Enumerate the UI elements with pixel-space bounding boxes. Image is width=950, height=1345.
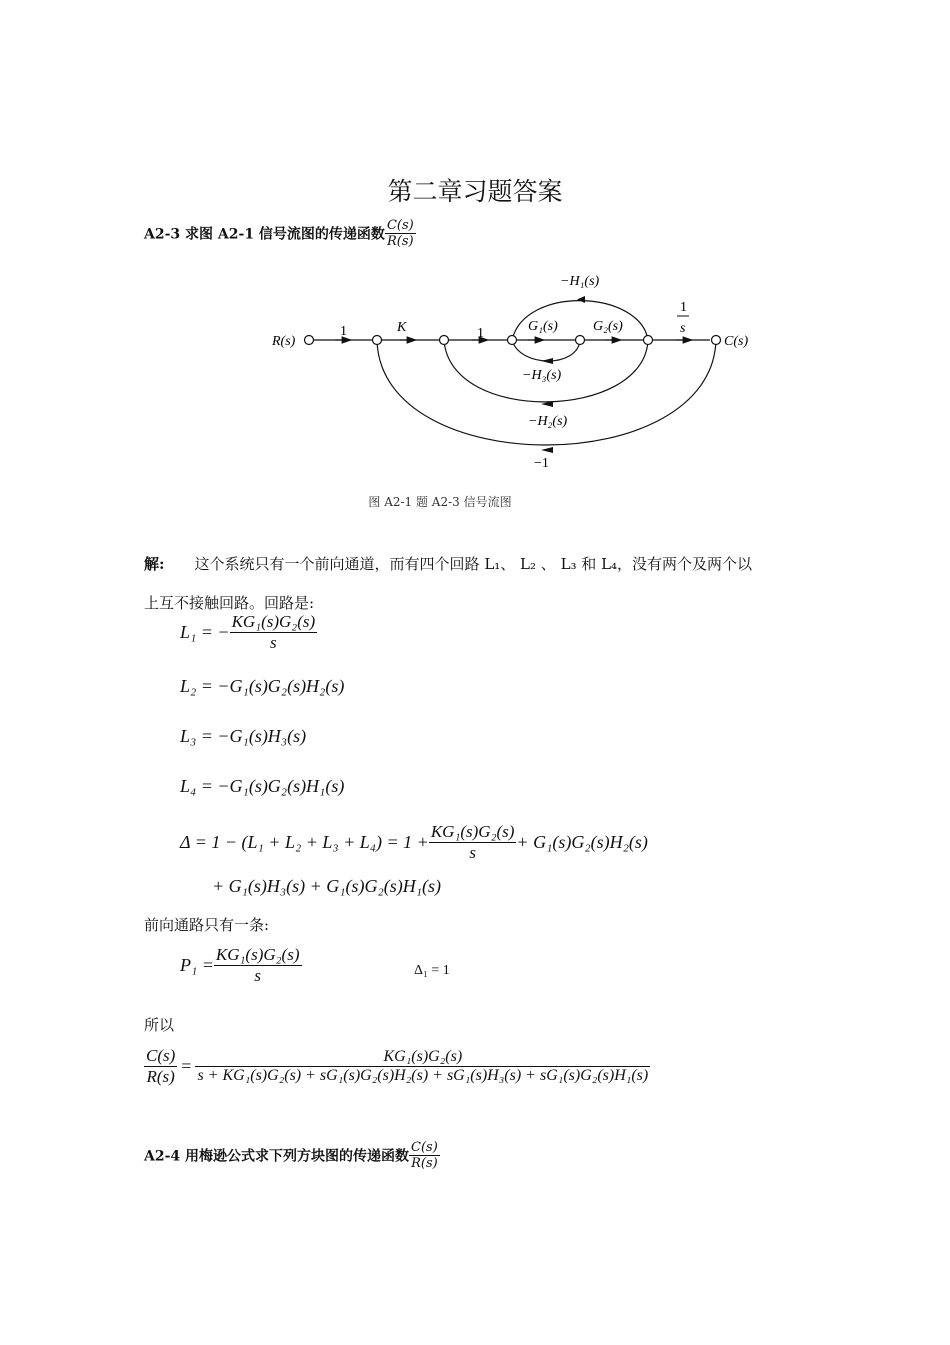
label-branch-1b: 1	[477, 326, 484, 341]
node-5	[576, 336, 585, 345]
label-g2: G₂(s)	[593, 319, 623, 334]
problem-a23-tf	[385, 218, 416, 249]
label-g1: G₁(s)	[528, 319, 558, 334]
l1-numerator: KG₁(s)G₂(s)	[231, 612, 316, 631]
final-rhs-fraction	[195, 1048, 650, 1085]
solution-label: 解:	[144, 555, 165, 573]
label-h1: −H₁(s)	[560, 274, 600, 289]
label-h2: −H₂(s)	[528, 414, 568, 429]
equation-final	[144, 1046, 650, 1087]
tf-denominator: R(s)	[411, 1156, 438, 1171]
equation-l1	[180, 612, 317, 653]
label-branch-k: K	[397, 320, 407, 335]
delta1-value: Δ₁ = 1	[414, 963, 450, 978]
equation-p1	[180, 945, 302, 986]
final-lhs-numerator: C(s)	[146, 1046, 176, 1065]
so-text: 所以	[144, 1016, 175, 1034]
node-6	[644, 336, 653, 345]
l1-fraction	[230, 612, 318, 653]
tf-numerator: C(s)	[411, 1140, 438, 1155]
final-denominator: s + KG₁(s)G₂(s) + sG₁(s)G₂(s)H₂(s) + sG₁(s)H₃(s) + sG₁(s)G₂(s)H₁(s)	[197, 1067, 649, 1084]
equation-l4: L₄ = −G₁(s)G₂(s)H₁(s)	[180, 776, 345, 796]
label-minus1: −1	[534, 456, 549, 471]
delta-rhs: + G₁(s)G₂(s)H₂(s)	[516, 832, 648, 852]
p1-denominator: s	[254, 966, 262, 985]
equation-delta-line2: + G₁(s)H₃(s) + G₁(s)G₂(s)H₁(s)	[212, 876, 442, 896]
final-numerator: KG₁(s)G₂(s)	[195, 1048, 650, 1067]
label-branch-1a: 1	[340, 324, 347, 339]
label-integrator-num: 1	[680, 300, 687, 315]
p1-lhs: P₁ =	[180, 955, 214, 975]
problem-a24-heading	[144, 1140, 440, 1171]
p1-numerator: KG₁(s)G₂(s)	[215, 945, 300, 964]
solution-intro-line1	[144, 553, 752, 574]
final-equals-sign: =	[181, 1056, 192, 1076]
delta-lhs: Δ = 1 − (L₁ + L₂ + L₃ + L₄) = 1 +	[180, 832, 429, 852]
node-4	[508, 336, 517, 345]
problem-a23-text: A2-3 求图 A2-1 信号流图的传递函数	[144, 226, 385, 243]
equation-delta	[180, 822, 648, 863]
loop-minus1-path	[377, 340, 716, 445]
figure-caption: 图 A2-1 题 A2-3 信号流图	[368, 495, 512, 509]
node-output	[712, 336, 721, 345]
delta-numerator: KG₁(s)G₂(s)	[430, 822, 515, 841]
loop-minus1-arrow	[541, 447, 553, 453]
equation-l3: L₃ = −G₁(s)H₃(s)	[180, 726, 307, 746]
signal-flow-graph	[0, 260, 950, 480]
l1-denominator: s	[270, 633, 277, 652]
label-input: R(s)	[272, 334, 296, 349]
p1-fraction	[214, 945, 302, 986]
label-output: C(s)	[724, 334, 749, 349]
tf-numerator: C(s)	[386, 218, 414, 233]
problem-a23-heading	[144, 218, 416, 249]
solution-intro-line2: 上互不接触回路。回路是:	[144, 594, 315, 612]
l1-lhs: L₁ = −	[180, 622, 230, 642]
loop-h3-path	[512, 340, 580, 361]
page-title: 第二章习题答案	[387, 177, 563, 206]
node-input	[305, 336, 314, 345]
problem-a24-tf	[409, 1140, 440, 1171]
final-lhs-denominator: R(s)	[146, 1067, 175, 1086]
equation-l2: L₂ = −G₁(s)G₂(s)H₂(s)	[180, 676, 345, 696]
label-h3: −H₃(s)	[522, 368, 562, 383]
forward-path-text: 前向通路只有一条:	[144, 916, 270, 934]
node-3	[440, 336, 449, 345]
problem-a24-text: A2-4 用梅逊公式求下列方块图的传递函数	[144, 1148, 410, 1165]
final-lhs-fraction	[144, 1046, 177, 1087]
node-2	[373, 336, 382, 345]
label-integrator-den: s	[680, 321, 686, 336]
delta-denominator: s	[469, 843, 476, 862]
loop-h3-arrow	[541, 358, 553, 364]
delta-fraction	[429, 822, 517, 863]
solution-intro-text1: 这个系统只有一个前向通道，而有四个回路 L₁、 L₂ 、 L₃ 和 L₄，没有两个及两个以	[194, 555, 753, 573]
tf-denominator: R(s)	[387, 234, 414, 249]
loop-h1-arrow	[577, 296, 585, 303]
